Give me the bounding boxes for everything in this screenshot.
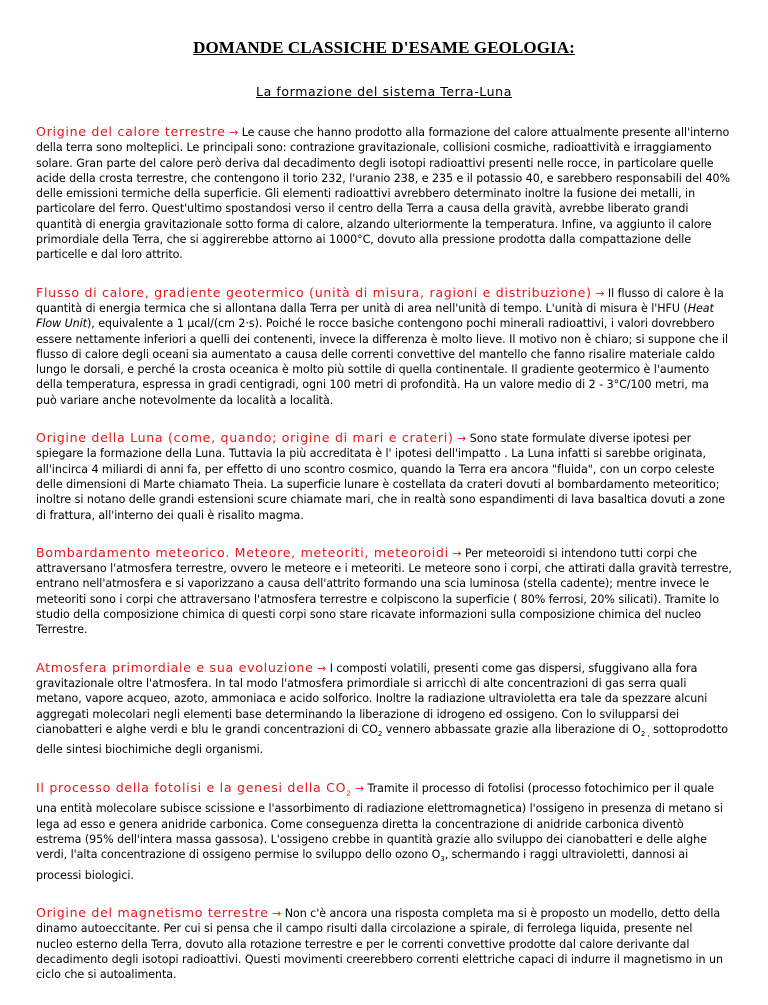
- heading-subscript: 2: [346, 789, 352, 798]
- section-text: Non c'è ancora una risposta completa ma si è proposto un modello, detto della dinamo autoeccitante. Per cui si pensa che il campo risulti dalla circolazione a spirale, di ferrolega liquida, presente nel nucleo esterno della Terra, dovuto alla rotazione terrestre e per le correnti convettive prodotte dal calore derivante dal decadimento degli isotopi radioattivi. Questi movimenti creerebbero correnti elettriche capaci di indurre il magnetismo in un ciclo che si autoalimenta.: [36, 907, 723, 982]
- section-heading: Origine del magnetismo terrestre: [36, 905, 269, 921]
- section-text-italic: Heat Flow Unit: [36, 301, 714, 331]
- heading-text: Il processo della fotolisi e la genesi della CO: [36, 779, 347, 795]
- section-heading: Origine del calore terrestre: [36, 124, 226, 139]
- section-origine-calore: [36, 124, 732, 263]
- subscript: 2 ,: [640, 730, 650, 739]
- arrow-right-icon: →: [317, 661, 327, 675]
- section-heading: Origine della Luna (come, quando; origine di mari e crateri): [36, 430, 454, 446]
- section-text: Le cause che hanno prodotto alla formazione del calore attualmente presente all'interno della terra sono molteplici. Le principali sono: contrazione gravitazionale, collisioni cosmiche, radioattività e irraggiamento solare. Gran parte del calore però deriva dal decadimento degli isotopi radioattivi presenti nelle rocce, in particolare quelle acide della crosta terrestre, che contengono il torio 232, l'uranio 238, e 235 e il potassio 40, e sarebbero responsabili del 40% delle emissioni termiche della superficie. Gli elementi radioattivi avrebbero determinato inoltre la fusione dei metalli, in particolare del ferro. Quest'ultimo spostandosi verso il centro della Terra a causa della gravità, avrebbe liberato grandi quantità di energia gravitazionale sotto forma di calore, alzando ulteriormente la temperatura. Infine, va aggiunto il calore primordiale della Terra, che si aggirerebbe attorno ai 1000°C, dovuto alla pressione prodotta dalla compattazione delle particelle e dal loro attrito.: [36, 126, 731, 262]
- section-text: ), equivalente a 1 µcal/(cm 2·s). Poiché le rocce basiche contengono pochi minerali radioattivi, i valori dovrebbero essere nettamente inferiori a quelli dei contenenti, invece la differenza è molto lieve. Il motivo non è chiaro; si suppone che il flusso di calore degli oceani sia aumentato a causa delle correnti convettive del mantello che fanno risalire materiale caldo lungo le dorsali, e perché la crosta oceanica è molto più sottile di quella continentale. Il gradiente geotermico è l'aumento della temperatura, espressa in gradi centigradi, ogni 100 metri di profondità. Ha un valore medio di 2 - 3°C/100 metri, ma può variare anche notevolmente da località a località.: [36, 317, 729, 407]
- section-text: sottoprodotto delle sintesi biochimiche degli organismi.: [36, 722, 728, 757]
- arrow-right-icon: →: [452, 546, 462, 560]
- arrow-right-icon: →: [354, 781, 365, 795]
- arrow-right-icon: →: [457, 432, 467, 446]
- section-text: Tramite il processo di fotolisi (processo fotochimico per il quale una entità molecolare subisce scissione e l'assorbimento di radiazione elettromagnetica) l'ossigeno in presenza di metano si lega ad esso e genera anidride carbonica. Come conseguenza diretta la concentrazione di anidride carbonica diventò estrema (95% dell'intera massa gassosa). L'ossigeno crebbe in quantità grazie allo sviluppo dei cianobatteri e delle alghe verdi, l'alta concentrazione di ossigeno permise lo sviluppo dello ozono O: [36, 781, 723, 862]
- section-heading: Flusso di calore, gradiente geotermico (unità di misura, ragioni e distribuzione): [36, 284, 592, 300]
- subscript: 2: [377, 730, 383, 739]
- section-text: Sono state formulate diverse ipotesi per spiegare la formazione della Luna. Tuttavia la più accreditata è l' ipotesi dell'impatto . La Luna infatti si sarebbe originata, all'incirca 4 miliardi di anni fa, per effetto di uno scontro cosmico, quando la Terra era ancora "fluida", con un corpo celeste delle dimensioni di Marte chiamato Theia. La superficie lunare è costellata da crateri dovuti al bombardamento meteoritico; inoltre si notano delle grandi estensioni scure chiamate mari, che in realtà sono espandimenti di lava basaltica dovuti a zone di frattura, all'interno dei quali è risalito magma.: [36, 432, 726, 522]
- arrow-right-icon: →: [595, 286, 605, 300]
- section-fotolisi: [36, 780, 732, 884]
- arrow-right-icon: →: [272, 907, 282, 921]
- section-heading: Bombardamento meteorico. Meteore, meteoriti, meteoroidi: [36, 544, 449, 560]
- section-origine-luna: [36, 430, 732, 523]
- section-heading: [36, 779, 352, 798]
- section-text: , schermando i raggi ultravioletti, dannosi ai processi biologici.: [36, 848, 689, 882]
- section-atmosfera: [36, 660, 732, 758]
- section-flusso-calore: [36, 285, 732, 408]
- section-heading: Atmosfera primordiale e sua evoluzione: [36, 659, 314, 675]
- document-title: DOMANDE CLASSICHE D'ESAME GEOLOGIA:: [193, 38, 575, 57]
- section-text: I composti volatili, presenti come gas dispersi, sfuggivano alla fora gravitazionale oltre l'atmosfera. In tal modo l'atmosfera primordiale si arricchì di alte concentrazioni di gas serra quali metano, vapore acqueo, azoto, ammoniaca e acido solforico. Inoltre la radiazione ultravioletta era tale da spezzare alcuni aggregati molecolari negli elementi base determinando la liberazione di idrogeno ed ossigeno. Con lo svilupparsi dei cianobatteri e alghe verdi e blu le grandi concentrazioni di CO: [36, 661, 708, 736]
- arrow-right-icon: →: [229, 126, 239, 139]
- section-text: Per meteoroidi si intendono tutti corpi che attraversano l'atmosfera terrestre, ovvero le meteore e i meteoriti. Le meteore sono i corpi, che attirati dalla gravità terrestre, entrano nell'atmosfera e si vaporizzano a causa dell'attrito formando una scia luminosa (stella cadente); mentre invece le meteoriti sono i corpi che attraversano l'atmosfera terrestre e colpiscono la superficie ( 80% ferrosi, 20% silicati). Tramite lo studio della composizione chimica di questi corpi sono stare ricavate informazioni sulla composizione chimica del nucleo Terrestre.: [36, 546, 732, 637]
- section-magnetismo: [36, 905, 732, 982]
- document-subtitle: La formazione del sistema Terra-Luna: [256, 84, 512, 99]
- section-text: Il flusso di calore è la quantità di energia termica che si allontana dalla Terra per unità di area nell'unità di tempo. L'unità di misura è l'HFU (: [36, 286, 724, 315]
- section-bombardamento: [36, 545, 732, 638]
- subscript: 3: [440, 855, 445, 864]
- document-page: [36, 38, 732, 1005]
- section-text: vennero abbassate grazie alla liberazione di O: [382, 722, 641, 736]
